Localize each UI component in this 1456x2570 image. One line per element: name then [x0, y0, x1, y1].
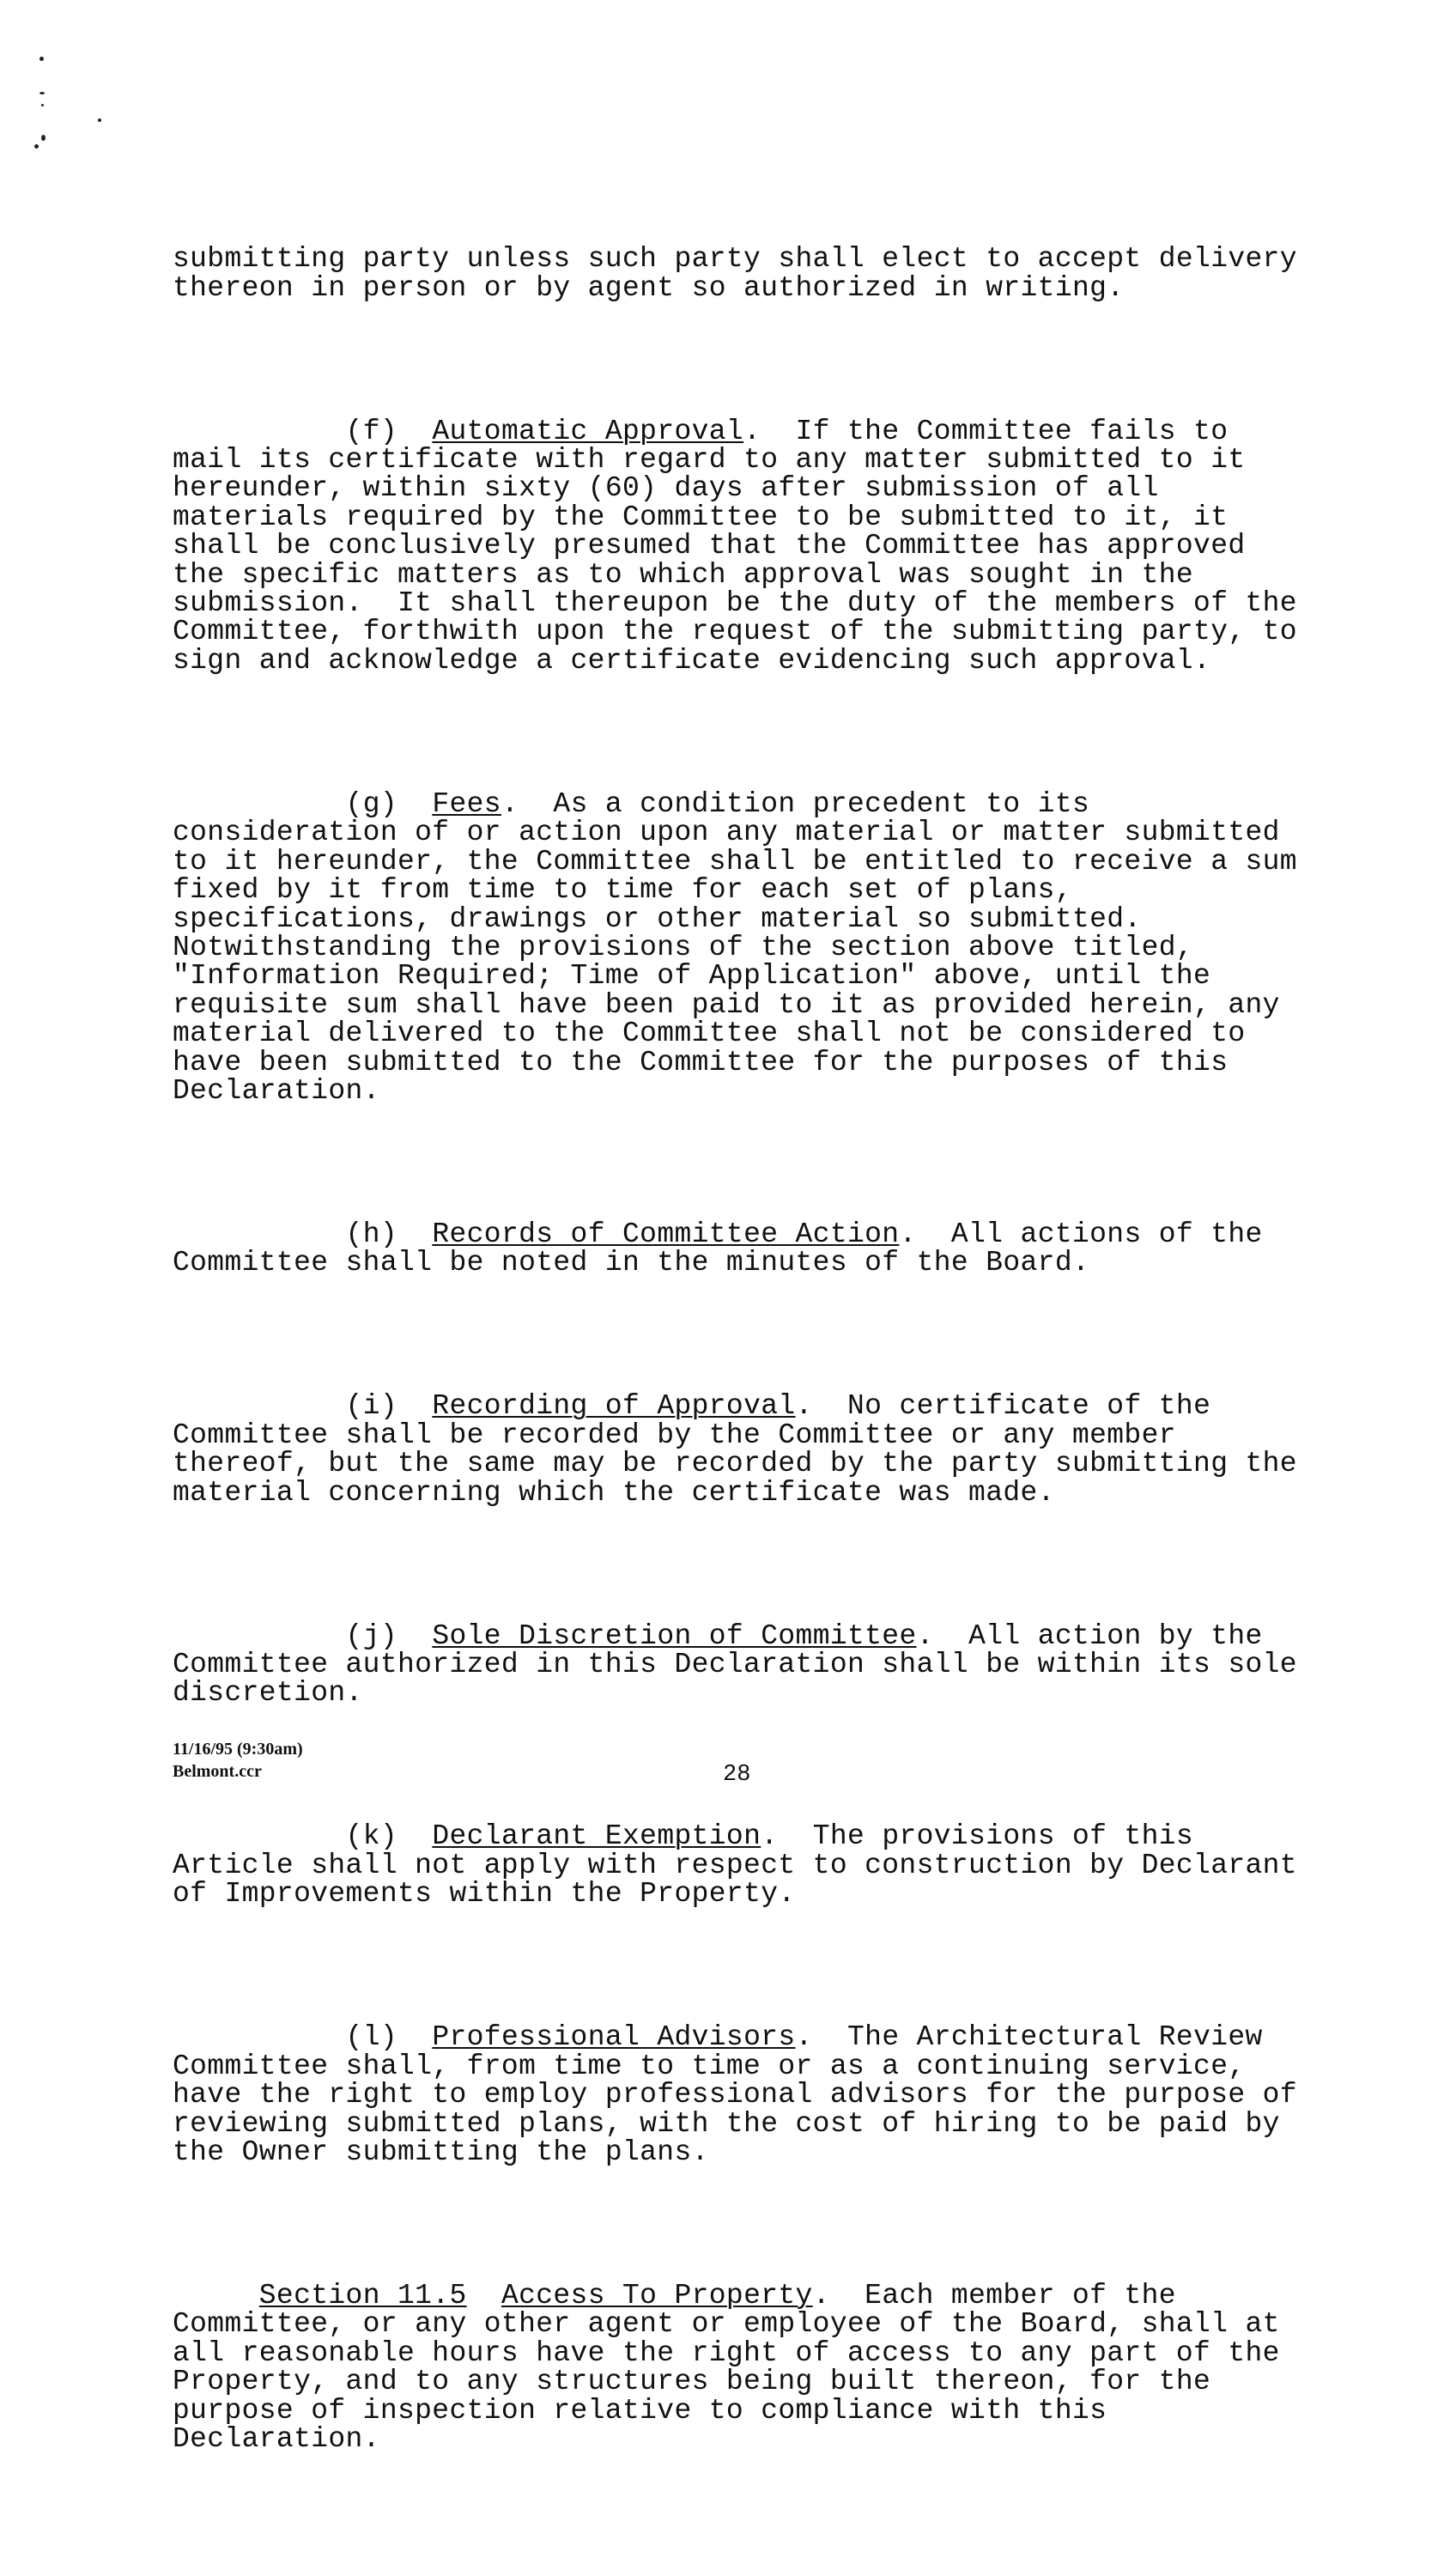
scan-speck: [39, 57, 44, 61]
text-line: consideration of or action upon any material or matter submitted: [173, 817, 1280, 849]
paragraph-continuation: [173, 245, 1306, 302]
text-line: have been submitted to the Committee for the purposes of this: [173, 1046, 1228, 1078]
section-first-line: [173, 2281, 1306, 2310]
section-number: Section 11.5: [258, 2279, 467, 2312]
text-line: "Information Required; Time of Application" above, until the: [173, 960, 1211, 993]
paragraph-k: [173, 1820, 1306, 1911]
paragraph-heading: Automatic Approval: [432, 415, 744, 447]
paragraph-label: (k): [345, 1820, 398, 1853]
text-line: thereon in person or by agent so authorized in writing.: [173, 271, 1125, 304]
text-line: the specific matters as to which approval was sought in the: [173, 558, 1194, 591]
text-line: material concerning which the certificate was made.: [173, 1476, 1055, 1509]
text-line: Notwithstanding the provisions of the section above titled,: [173, 931, 1194, 963]
paragraph-label: (l): [345, 2021, 398, 2054]
scan-speck: [34, 144, 39, 149]
page-number: 28: [723, 1762, 751, 1788]
paragraph-g: [173, 787, 1306, 1107]
paragraph-heading: Fees: [432, 787, 501, 820]
document-footer: [173, 1738, 303, 1783]
text-line: sign and acknowledge a certificate evidencing such approval.: [173, 644, 1211, 677]
text-line: requisite sum shall have been paid to it as provided herein, any: [173, 988, 1280, 1021]
text-line: Committee, or any other agent or employee of the Board, shall at: [173, 2308, 1280, 2341]
paragraph-l: [173, 2023, 1306, 2166]
text-line: Committee authorized in this Declaration shall be within its sole: [173, 1649, 1297, 1681]
paragraph-label: (i): [345, 1390, 398, 1423]
text-line: material delivered to the Committee shall not be considered to: [173, 1018, 1246, 1050]
text-line: have the right to employ professional advisors for the purpose of: [173, 2079, 1297, 2111]
text-line: Article shall not apply with respect to construction by Declarant: [173, 1849, 1297, 1881]
text-line: of Improvements within the Property.: [173, 1878, 796, 1911]
paragraph-f: [173, 417, 1306, 676]
paragraph-first-line: [173, 1820, 1306, 1853]
paragraph-heading: Sole Discretion of Committee: [432, 1619, 917, 1652]
text-line: to it hereunder, the Committee shall be entitled to receive a sum: [173, 845, 1297, 878]
paragraph-first-line-rest: . All actions of the: [899, 1218, 1263, 1250]
paragraph-first-line-rest: . The Architectural Review: [795, 2021, 1263, 2054]
paragraph-label: (h): [345, 1218, 398, 1250]
paragraph-h: [173, 1220, 1306, 1278]
section-11-5: [173, 2281, 1306, 2453]
paragraph-heading: Recording of Approval: [432, 1390, 796, 1423]
text-line: Committee, forthwith upon the request of the submitting party, to: [173, 616, 1297, 648]
text-line: discretion.: [173, 1677, 363, 1710]
text-line: mail its certificate with regard to any matter submitted to it: [173, 444, 1246, 477]
footer-date: 11/16/95 (9:30am): [173, 1740, 303, 1759]
text-line: specifications, drawings or other material so submitted.: [173, 902, 1142, 935]
text-line: Declaration.: [173, 1074, 380, 1107]
paragraph-label: (g): [345, 787, 398, 820]
text-line: purpose of inspection relative to compliance with this: [173, 2394, 1107, 2427]
document-body: [173, 159, 1306, 2568]
text-line: materials required by the Committee to be submitted to it, it: [173, 501, 1228, 533]
paragraph-first-line: [173, 1220, 1306, 1249]
text-line: Property, and to any structures being built thereon, for the: [173, 2366, 1211, 2398]
scan-speck: [41, 135, 46, 141]
text-line: fixed by it from time to time for each set of plans,: [173, 874, 1072, 907]
paragraph-first-line: [173, 787, 1306, 820]
paragraph-first-line-rest: . The provisions of this: [761, 1820, 1194, 1853]
paragraph-first-line-rest: . As a condition precedent to its: [500, 787, 1090, 820]
text-line: submission. It shall thereupon be the duty of the members of the: [173, 587, 1297, 620]
text-line: the Owner submitting the plans.: [173, 2136, 709, 2168]
text-line: all reasonable hours have the right of access to any part of the: [173, 2336, 1280, 2369]
section-heading: Access To Property: [500, 2279, 813, 2312]
scan-speck: [41, 104, 44, 106]
scan-speck: [98, 118, 101, 122]
text-line: reviewing submitted plans, with the cost of hiring to be paid by: [173, 2107, 1280, 2140]
paragraph-first-line: [173, 1390, 1306, 1423]
paragraph-i: [173, 1392, 1306, 1507]
section-first-line-rest: . Each member of the: [812, 2279, 1176, 2312]
text-line: Committee shall be recorded by the Committee or any member: [173, 1419, 1176, 1451]
text-line: hereunder, within sixty (60) days after submission of all: [173, 472, 1159, 505]
paragraph-first-line-rest: . If the Committee fails to: [743, 415, 1228, 447]
paragraph-first-line: [173, 1619, 1306, 1652]
text-line: Committee shall, from time to time or as a continuing service,: [173, 2050, 1246, 2082]
paragraph-first-line-rest: . All action by the: [916, 1619, 1263, 1652]
paragraph-first-line: [173, 2021, 1306, 2054]
paragraph-heading: Declarant Exemption: [432, 1820, 761, 1853]
paragraph-heading: Professional Advisors: [432, 2021, 796, 2054]
paragraph-heading: Records of Committee Action: [432, 1218, 900, 1250]
text-line: shall be conclusively presumed that the Committee has approved: [173, 530, 1246, 562]
footer-filename: Belmont.ccr: [173, 1762, 262, 1781]
text-line: Declaration.: [173, 2422, 380, 2455]
paragraph-label: (j): [345, 1619, 398, 1652]
text-line: Committee shall be noted in the minutes of the Board.: [173, 1247, 1090, 1279]
paragraph-first-line: [173, 417, 1306, 446]
paragraph-j: [173, 1619, 1306, 1710]
scan-speck: [39, 92, 45, 94]
text-line: submitting party unless such party shall elect to accept delivery: [173, 243, 1297, 276]
paragraph-first-line-rest: . No certificate of the: [795, 1390, 1211, 1423]
paragraph-label: (f): [345, 415, 398, 447]
text-line: thereof, but the same may be recorded by the party submitting the: [173, 1448, 1297, 1480]
